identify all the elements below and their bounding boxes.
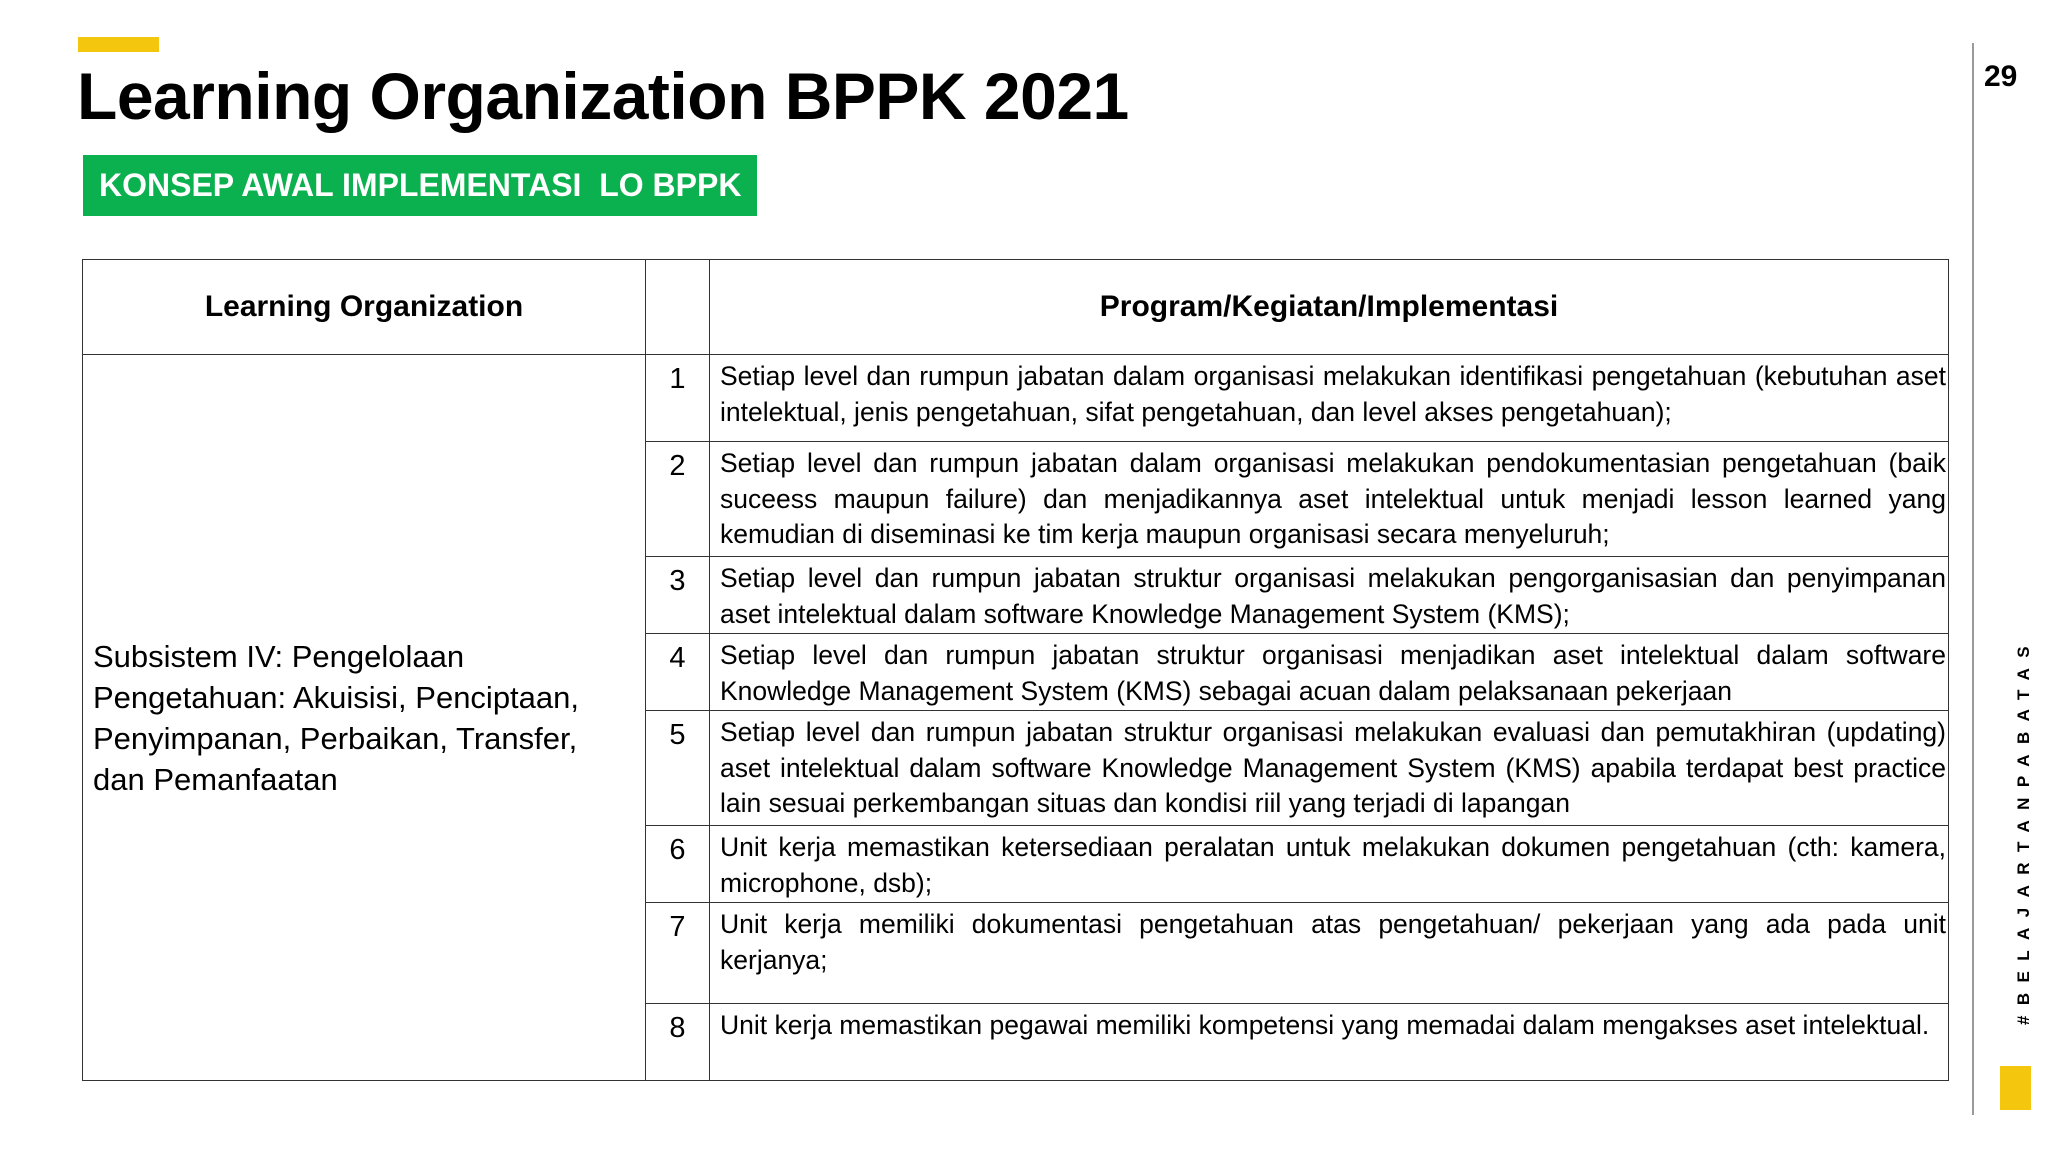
row-number: 4 xyxy=(646,634,710,711)
right-divider xyxy=(1972,43,1974,1115)
table-row xyxy=(83,355,1949,442)
header-number xyxy=(646,260,710,355)
row-description: Setiap level dan rumpun jabatan dalam organisasi melakukan pendokumentasian pengetahuan (baik suceess maupun failure) dan menjadikannya aset intelektual untuk menjadi lesson learned yang kemudian di diseminasi ke tim kerja maupun organisasi secara menyeluruh; xyxy=(710,442,1949,557)
row-number: 8 xyxy=(646,1004,710,1081)
table-header-row xyxy=(83,260,1949,355)
row-number: 1 xyxy=(646,355,710,442)
row-number: 7 xyxy=(646,903,710,1004)
hashtag-label: #BELAJARTANPABATAS xyxy=(2014,635,2033,1025)
subsystem-cell: Subsistem IV: Pengelolaan Pengetahuan: Akuisisi, Penciptaan, Penyimpanan, Perbaikan, Transfer, dan Pemanfaatan xyxy=(83,355,646,1081)
row-number: 6 xyxy=(646,826,710,903)
title-accent-bar xyxy=(78,37,159,52)
row-description: Setiap level dan rumpun jabatan dalam organisasi melakukan identifikasi pengetahuan (kebutuhan aset intelektual, jenis pengetahuan, sifat pengetahuan, dan level akses pengetahuan); xyxy=(710,355,1949,442)
row-description: Setiap level dan rumpun jabatan struktur organisasi melakukan pengorganisasian dan penyimpanan aset intelektual dalam software Knowledge Management System (KMS); xyxy=(710,557,1949,634)
row-number: 3 xyxy=(646,557,710,634)
corner-accent-block xyxy=(2000,1066,2031,1110)
header-learning-organization: Learning Organization xyxy=(83,260,646,355)
row-number: 5 xyxy=(646,711,710,826)
row-description: Unit kerja memiliki dokumentasi pengetahuan atas pengetahuan/ pekerjaan yang ada pada unit kerjanya; xyxy=(710,903,1949,1004)
row-description: Setiap level dan rumpun jabatan struktur organisasi menjadikan aset intelektual dalam software Knowledge Management System (KMS) sebagai acuan dalam pelaksanaan pekerjaan xyxy=(710,634,1949,711)
row-description: Unit kerja memastikan pegawai memiliki kompetensi yang memadai dalam mengakses aset intelektual. xyxy=(710,1004,1949,1081)
header-program: Program/Kegiatan/Implementasi xyxy=(710,260,1949,355)
row-description: Unit kerja memastikan ketersediaan peralatan untuk melakukan dokumen pengetahuan (cth: kamera, microphone, dsb); xyxy=(710,826,1949,903)
section-label: KONSEP AWAL IMPLEMENTASI LO BPPK xyxy=(83,155,757,216)
row-number: 2 xyxy=(646,442,710,557)
implementation-table xyxy=(82,259,1949,1081)
page-title: Learning Organization BPPK 2021 xyxy=(77,59,1129,133)
row-description: Setiap level dan rumpun jabatan struktur organisasi melakukan evaluasi dan pemutakhiran (updating) aset intelektual dalam software Knowledge Management System (KMS) apabila terdapat best practice lain sesuai perkembangan situas dan kondisi riil yang terjadi di lapangan xyxy=(710,711,1949,826)
page-number: 29 xyxy=(1984,60,2018,93)
